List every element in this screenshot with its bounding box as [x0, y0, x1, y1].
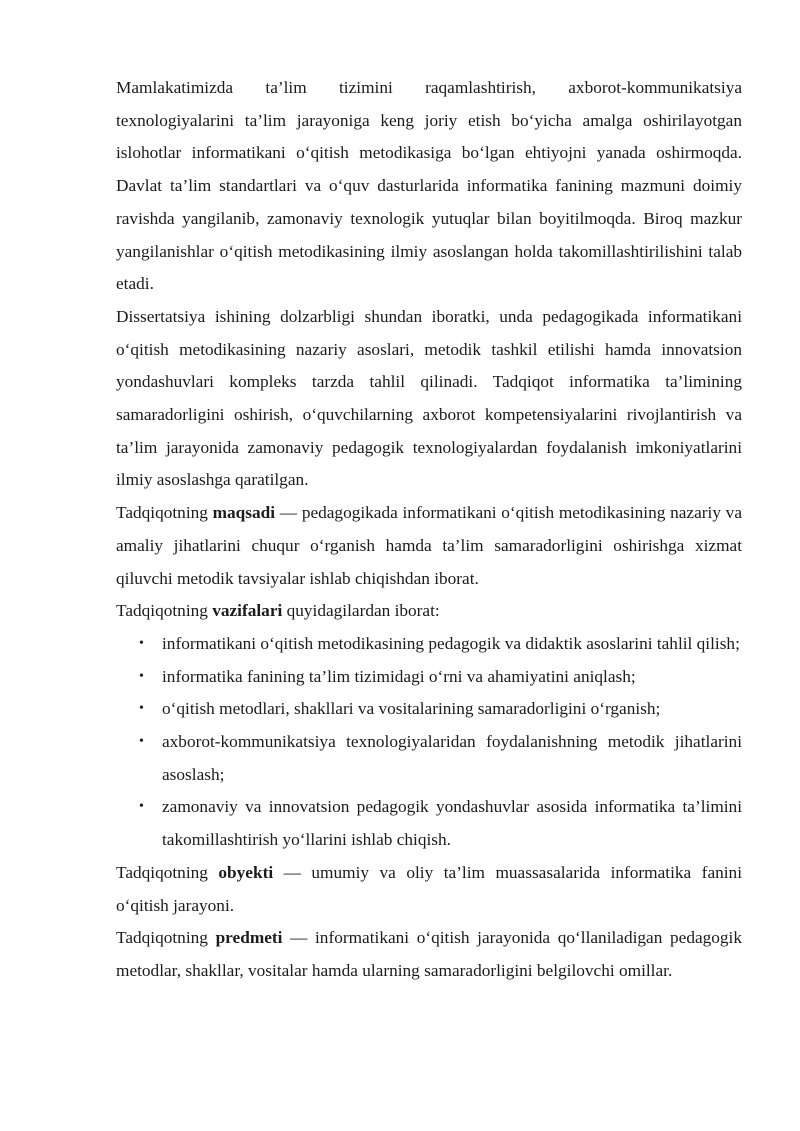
list-item	[116, 628, 742, 661]
tasks-list	[116, 628, 742, 857]
aim-text: — pedagogikada informatikani o‘qitish metodikasining nazariy va amaliy jihatlarini chuqur o‘rganish hamda ta’lim samaradorligini oshirishga xizmat qiluvchi metodik tavsiyalar ishlab chiqishdan iborat.	[116, 503, 742, 588]
object-paragraph	[116, 857, 742, 922]
list-item	[116, 693, 742, 726]
subject-paragraph	[116, 922, 742, 987]
list-item-text: zamonaviy va innovatsion pedagogik yondashuvlar asosida informatika ta’limini takomillashtirish yo‘llarini ishlab chiqish.	[162, 797, 742, 850]
aim-paragraph	[116, 497, 742, 595]
list-item-text: informatika fanining ta’lim tizimidagi o‘rni va ahamiyatini aniqlash;	[162, 666, 636, 686]
aim-prefix: Tadqiqotning	[116, 503, 213, 523]
subject-term: predmeti	[215, 928, 283, 948]
tasks-prefix: Tadqiqotning	[116, 601, 213, 621]
object-prefix: Tadqiqotning	[116, 862, 219, 882]
bullet-icon: •	[139, 668, 144, 684]
intro-paragraph: Mamlakatimizda ta’lim tizimini raqamlashtirish, axborot-kommunikatsiya texnologiyalarini ta’lim jarayoniga keng joriy etish bo‘yicha amalga oshirilayotgan islohotlar informatikani o‘qitish metodikasiga bo‘lgan ehtiyojni yanada oshirmoqda. Davlat ta’lim standartlari va o‘quv dasturlarida informatika fanining mazmuni doimiy ravishda yangilanib, zamonaviy texnologik yutuqlar bilan boyitilmoqda. Biroq mazkur yangilanishlar o‘qitish metodikasining ilmiy asoslangan holda takomillashtirilishini talab etadi.	[116, 78, 742, 294]
aim-term: maqsadi	[212, 503, 276, 523]
object-term: obyekti	[218, 862, 274, 882]
list-item-text: axborot-kommunikatsiya texnologiyalaridan foydalanishning metodik jihatlarini asoslash;	[162, 732, 742, 784]
list-item-text: informatikani o‘qitish metodikasining pedagogik va didaktik asoslarini tahlil qilish;	[162, 633, 740, 653]
tasks-term: vazifalari	[212, 601, 283, 621]
relevance-paragraph: Dissertatsiya ishining dolzarbligi shundan iboratki, unda pedagogikada informatikani o‘qitish metodikasining nazariy asoslari, metodik tashkil etilishi hamda innovatsion yondashuvlari kompleks tarzda tahlil qilinadi. Tadqiqot informatika ta’limining samaradorligini oshirish, o‘quvchilarning axborot kompetensiyalarini rivojlantirish va ta’lim jarayonida zamonaviy pedagogik texnologiyalardan foydalanish imkoniyatlarini ilmiy asoslashga qaratilgan.	[116, 306, 742, 490]
tasks-intro-paragraph	[116, 595, 742, 628]
list-item	[116, 791, 742, 856]
list-item	[116, 726, 742, 791]
bullet-icon: •	[139, 734, 144, 750]
bullet-icon: •	[139, 701, 144, 717]
document-page	[116, 72, 742, 988]
subject-text: — informatikani o‘qitish jarayonida qo‘llaniladigan pedagogik metodlar, shakllar, vositalar hamda ularning samaradorligini belgilovchi omillar.	[116, 928, 742, 980]
list-item	[116, 661, 742, 694]
tasks-text: quyidagilardan iborat:	[282, 601, 440, 621]
object-text: — umumiy va oliy ta’lim muassasalarida informatika fanini o‘qitish jarayoni.	[116, 862, 742, 915]
subject-prefix: Tadqiqotning	[116, 928, 216, 948]
list-item-text: o‘qitish metodlari, shakllari va vositalarining samaradorligini o‘rganish;	[162, 699, 661, 719]
bullet-icon: •	[139, 635, 144, 651]
bullet-icon: •	[139, 799, 144, 815]
